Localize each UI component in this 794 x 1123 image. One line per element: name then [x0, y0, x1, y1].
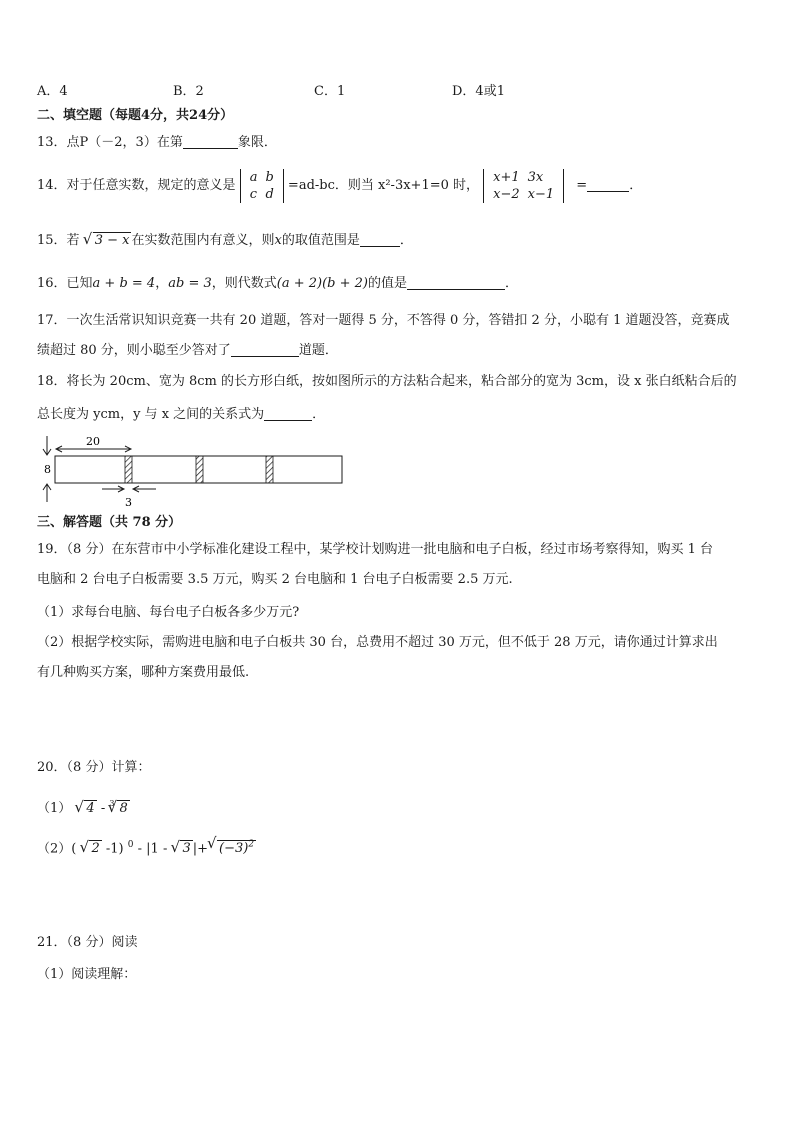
q15-lead: 15．若 [37, 233, 80, 248]
q20-p2-sqrt2 [171, 840, 192, 858]
q20-p1-root-index: 3 [109, 799, 115, 808]
q15-var: x [274, 233, 282, 248]
q20-p2-r3: (−3) [219, 841, 249, 857]
overlap-label: 3 [125, 496, 132, 509]
section3-title: 三、解答题（共 78 分） [37, 515, 182, 530]
det2-b: 3x [527, 169, 544, 185]
q20-p1-label: （1） [37, 801, 72, 816]
question-20-part2 [37, 836, 256, 858]
overlap-2 [196, 456, 203, 483]
det2-d: x−1 [527, 186, 555, 202]
det1-d: d [265, 186, 274, 202]
question-18-line1: 18．将长为 20cm、宽为 8cm 的长方形白纸，按如图所示的方法粘合起来，粘合部分的宽为 3cm，设 x 张白纸粘合后的 [37, 374, 737, 389]
q17-answer-blank[interactable] [231, 342, 299, 357]
option-a: A．4 [37, 84, 68, 99]
q14-mid: =ad-bc．则当 x²-3x+1=0 时， [287, 178, 480, 193]
q15-tail: 的取值范围是 [281, 233, 360, 248]
q14-lead: 14．对于任意实数，规定的意义是 [37, 178, 236, 193]
q15-answer-blank[interactable] [360, 232, 400, 247]
q20-p2-zero-exp: 0 [127, 840, 134, 850]
q14-determinant-2 [483, 169, 564, 203]
question-17-line1: 17．一次生活常识知识竞赛一共有 20 道题，答对一题得 5 分，不答得 0 分，答错扣 2 分，小聪有 1 道题没答，竞赛成 [37, 313, 730, 328]
q17-text-before: 绩超过 80 分，则小聪至少答对了 [37, 343, 231, 358]
q13-answer-blank[interactable] [183, 134, 238, 149]
question-17-line2 [37, 342, 338, 360]
q20-p2-c: |+ [192, 841, 209, 857]
length-label: 20 [86, 435, 100, 448]
q16-lead: 16．已知 [37, 276, 93, 291]
q20-p2-radicand3 [217, 840, 256, 856]
overlap-1 [125, 456, 132, 483]
q18-text-before: 总长度为 ycm，y 与 x 之间的关系式为 [37, 407, 265, 422]
q20-p2-square-exp: 2 [248, 840, 255, 850]
question-13 [37, 134, 277, 152]
question-20-part1 [37, 795, 130, 818]
question-19-part1: （1）求每台电脑、每台电子白板各多少万元? [37, 605, 300, 620]
q20-p2-label: （2）( [37, 841, 77, 857]
paper-strip-figure [36, 432, 356, 510]
det2-a: x+1 [493, 169, 520, 185]
q14-equals: = [576, 178, 588, 193]
q20-p2-radicand2: 3 [182, 841, 191, 857]
q14-end: ． [629, 178, 643, 193]
q15-end: ． [399, 233, 413, 248]
det1-c: c [249, 186, 257, 202]
q15-mid: 在实数范围内有意义，则 [131, 233, 275, 248]
question-19-part2-line2: 有几种购买方案，哪种方案费用最低. [37, 665, 250, 680]
question-16 [37, 275, 518, 293]
q20-p2-radicand1: 2 [91, 841, 100, 857]
q16-expr: (a + 2)(b + 2) [276, 276, 368, 291]
q16-mid: ，则代数式 [211, 276, 277, 291]
q20-p1-radicand2: 8 [119, 801, 128, 816]
q20-p1-cbrt [108, 800, 129, 818]
q15-sqrt [84, 232, 132, 250]
det2-c: x−2 [493, 186, 520, 202]
q20-p2-sqrt1 [80, 840, 101, 858]
question-14 [37, 166, 642, 206]
options-row [37, 83, 757, 101]
section2-title: 二、填空题（每题4分，共24分） [37, 108, 234, 123]
q20-p2-a: -1) [101, 841, 128, 857]
q20-p1-radicand1: 4 [86, 801, 95, 816]
q20-p1-sqrt [75, 800, 96, 818]
width-label: 8 [44, 463, 51, 476]
q16-end: ． [505, 276, 519, 291]
option-d: D．4或1 [452, 84, 505, 99]
q16-cond1: a + b = 4 [92, 276, 156, 291]
question-19-line1: 19．（8 分）在东营市中小学标准化建设工程中，某学校计划购进一批电脑和电子白板，经过市场考察得知，购买 1 台 [37, 542, 713, 557]
overlap-3 [266, 456, 273, 483]
q18-text-after: ． [312, 407, 326, 422]
q17-text-after: 道题． [298, 343, 338, 358]
option-b: B．2 [173, 84, 204, 99]
question-20-title: 20．（8 分）计算： [37, 760, 151, 775]
question-19-part2-line1: （2）根据学校实际，需购进电脑和电子白板共 30 台，总费用不超过 30 万元，但不低于 28 万元，请你通过计算求出 [37, 635, 718, 650]
det1-a: a [249, 169, 258, 185]
question-18-line2 [37, 406, 325, 424]
q18-answer-blank[interactable] [264, 406, 312, 421]
q13-text-before: 13．点P（－2，3）在第 [37, 135, 183, 150]
q16-tail: 的值是 [367, 276, 407, 291]
question-21-part1: （1）阅读理解： [37, 967, 137, 982]
q20-p2-sqrt3 [208, 836, 256, 858]
question-15 [37, 232, 413, 250]
q16-answer-blank[interactable] [407, 275, 505, 290]
q13-text-after: 象限． [237, 135, 277, 150]
q14-answer-blank[interactable] [587, 177, 629, 192]
question-21-title: 21．（8 分）阅读 [37, 935, 138, 950]
q16-sep: ， [155, 276, 169, 291]
q20-p1-minus: - [96, 801, 110, 816]
q14-determinant-1 [240, 169, 284, 203]
q20-p2-b: - |1 - [133, 841, 172, 857]
q15-radicand: 3 − x [94, 233, 130, 248]
option-c: C．1 [314, 84, 346, 99]
question-19-line2: 电脑和 2 台电子白板需要 3.5 万元，购买 2 台电脑和 1 台电子白板需要 2.5 万元. [37, 572, 513, 587]
det1-b: b [265, 169, 274, 185]
q16-cond2: ab = 3 [168, 276, 212, 291]
